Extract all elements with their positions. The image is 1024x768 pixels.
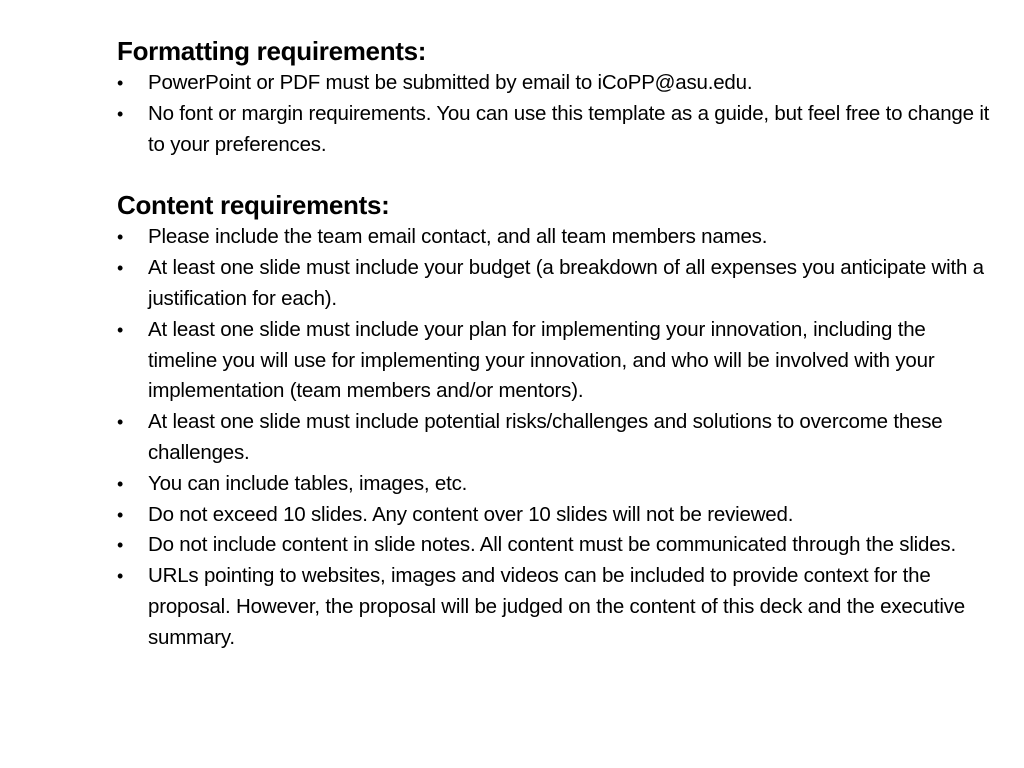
list-item-text: Please include the team email contact, and all team members names. bbox=[148, 225, 768, 249]
list-item bbox=[117, 407, 997, 469]
bullet-icon: • bbox=[117, 473, 124, 494]
list-item bbox=[117, 315, 997, 407]
list-item-text: URLs pointing to websites, images and videos can be included to provide context for the proposal. However, the proposal will be judged on the content of this deck and the executive summary. bbox=[148, 564, 965, 649]
formatting-requirements-list bbox=[117, 68, 997, 160]
list-item-text: At least one slide must include potential risks/challenges and solutions to overcome these challenges. bbox=[148, 410, 943, 464]
list-item-text: No font or margin requirements. You can use this template as a guide, but feel free to change it to your preferences. bbox=[148, 101, 990, 156]
list-item bbox=[117, 500, 997, 531]
list-item bbox=[117, 469, 997, 500]
bullet-icon: • bbox=[117, 566, 124, 587]
list-item bbox=[117, 561, 997, 653]
bullet-icon: • bbox=[117, 412, 124, 433]
content-requirements-list bbox=[117, 222, 997, 653]
content-requirements-heading: Content requirements: bbox=[117, 190, 390, 221]
bullet-icon: • bbox=[117, 535, 124, 556]
bullet-icon: • bbox=[117, 258, 124, 279]
list-item-text: At least one slide must include your plan for implementing your innovation, including the timeline you will use for implementing your innovation, and who will be involved with your implementation (team members and/or mentors). bbox=[148, 317, 935, 403]
bullet-icon: • bbox=[117, 319, 124, 340]
list-item bbox=[117, 253, 997, 315]
list-item-text: Do not include content in slide notes. All content must be communicated through the slides. bbox=[148, 533, 956, 557]
slide-content bbox=[117, 34, 997, 654]
list-item-text: Do not exceed 10 slides. Any content over 10 slides will not be reviewed. bbox=[148, 502, 794, 526]
list-item bbox=[117, 222, 997, 253]
bullet-icon: • bbox=[117, 504, 124, 525]
bullet-icon: • bbox=[117, 227, 124, 248]
bullet-icon: • bbox=[117, 73, 124, 93]
list-item-text: At least one slide must include your budget (a breakdown of all expenses you anticipate with a justification for each). bbox=[148, 256, 984, 310]
list-item-text: PowerPoint or PDF must be submitted by email to iCoPP@asu.edu. bbox=[148, 71, 753, 94]
bullet-icon: • bbox=[117, 103, 124, 124]
list-item bbox=[117, 530, 997, 561]
list-item bbox=[117, 68, 997, 99]
list-item-text: You can include tables, images, etc. bbox=[148, 471, 468, 495]
list-item bbox=[117, 99, 997, 161]
formatting-requirements-heading: Formatting requirements: bbox=[117, 36, 427, 66]
